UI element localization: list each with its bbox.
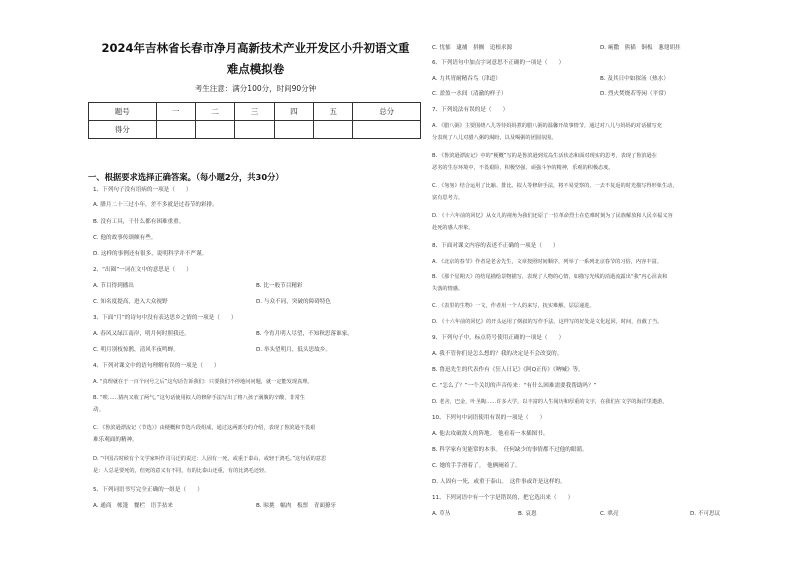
question-line: 6、下列语句中加点字词意思不正确的一项是（ ） bbox=[432, 60, 565, 66]
score-cell bbox=[156, 121, 195, 139]
score-cell: 二 bbox=[195, 103, 234, 121]
option-line: C. 盈盈一水间（清澈的样子） bbox=[432, 91, 507, 97]
option-line: A. 通商 帐篷 餐栏 语手拈来 bbox=[93, 503, 174, 509]
option-line: D. 这样的事例还有很多，说明科学并不严谨。 bbox=[93, 251, 208, 257]
title-line-2: 难点模拟卷 bbox=[226, 62, 285, 76]
option-line: B. 及其日中如探汤（热水） bbox=[600, 76, 669, 82]
score-cell: 三 bbox=[235, 103, 274, 121]
question-line: 7、下列说法有误的是（ ） bbox=[432, 107, 509, 113]
option-line: A. 力其胃耐精吞鸟（津道） bbox=[432, 76, 501, 82]
option-line: D. 老舍，巴金，叶圣陶……许多大学，以丰富的人生阅历和厚重的文字，在我们在文学的海洋里遨游。 bbox=[432, 399, 668, 405]
option-line: 恶劣的生存环境中，不畏艰险、积极坚强、顽强斗争的精神，乐观的积极态度。 bbox=[432, 165, 614, 171]
option-line: C. 《表里的生物》一文，作者用一个人的来写，抚实难解，层层递进。 bbox=[432, 303, 595, 309]
score-cell bbox=[314, 121, 353, 139]
option-line: D. 《十六年前的回忆》从女儿的视角为我们还原了一位革命烈士在危难时刻为了民族解放和人民幸福义容 bbox=[432, 213, 673, 219]
option-line: C. 他的故事传颂颇有些。 bbox=[93, 235, 157, 241]
exam-title bbox=[88, 38, 423, 80]
option-line: B. 今宵月明人尽望，不知秋思落谁家。 bbox=[256, 331, 353, 337]
question-line: 4、下列对课文中的语句理解有误的一项是（ ） bbox=[93, 363, 220, 369]
option-line: B. “唉……猜内又收了两气。”这句话使用拟人的修辞手法写出了格八孩子满腹的辛酸，非常生 bbox=[93, 395, 305, 401]
question-line: 2、“出圈”一词在文中的意思是（ ） bbox=[93, 267, 192, 273]
option-line: 是：人总是要死的，但死的意义有不同，有的比泰山还重，有的比鸿毛还轻。 bbox=[93, 468, 270, 474]
option-line: C. 明月别枝惊鹊，清风半夜鸣蝉。 bbox=[93, 347, 179, 353]
option-line: 动。 bbox=[93, 407, 105, 413]
option-line: A. 《北京的春节》作者是老舍先生，文章按照时间顺序，列举了一系列北京春节的习俗，内容丰富。 bbox=[432, 259, 662, 265]
option-line: D. 与众不同，突破的障碍特色 bbox=[256, 299, 331, 305]
score-cell bbox=[353, 121, 421, 139]
option-line: D. 痢撒 熊猫 铜板 葱翅胡挂 bbox=[600, 45, 681, 51]
option-line: A. 春风又绿江南岸，明月何时照我还。 bbox=[93, 331, 190, 337]
option-line: A. 我不管你们是怎么想的？我的决定是不会改变的。 bbox=[432, 351, 563, 357]
option-line: D. 不可思议 bbox=[690, 511, 721, 517]
option-line: A. 节目得到播出 bbox=[93, 283, 134, 289]
option-line: B. 哀恩 bbox=[518, 511, 537, 517]
question-line: 10、下列句中词语使用有误的一项是（ ） bbox=[432, 415, 546, 421]
score-cell bbox=[195, 121, 234, 139]
option-line: D. 《十六年前的回忆》的开头运用了倒叙的写作手法，这样写的好处是文化起回，时间，直截了当。 bbox=[432, 319, 663, 325]
option-line: A. “真理就在于一百个问号之后”这句话告诉我们：只要我们不停地问问题，就一定能发现真理。 bbox=[93, 379, 313, 385]
option-line: C. 知名度提高，进入大众视野 bbox=[93, 299, 168, 305]
option-line: B. 没有工具，干什么都有困难重重。 bbox=[93, 219, 185, 225]
option-line: B. 鲁迅先生的代表作有《狂人日记》《阿Q正传》《呐喊》等。 bbox=[432, 367, 584, 373]
option-line: B. 比一般节目精彩 bbox=[256, 283, 303, 289]
score-cell bbox=[235, 121, 274, 139]
option-line: D. 烈火焚烧若等闲（平常） bbox=[600, 91, 670, 97]
question-line: 11、下列词语中有一个字是错误的，把它选出来（ ） bbox=[432, 495, 574, 501]
option-line: C. “怎么了？”一个关切的声音传来：“有什么困难需要我帮助吗？” bbox=[432, 383, 597, 389]
option-line: D. 举头望明月，低头思故乡。 bbox=[256, 347, 331, 353]
score-cell: 得分 bbox=[89, 121, 157, 139]
option-line: D. “中国古时候有个文学家叫作司马迁的说过：人固有一死，或重于泰山，或轻于鸿毛。”这句话的意思 bbox=[93, 456, 327, 462]
score-cell: 总分 bbox=[353, 103, 421, 121]
option-line: C. 忧郁 逮捕 拼搁 追根求源 bbox=[432, 45, 513, 51]
score-cell: 题号 bbox=[89, 103, 157, 121]
score-cell: 四 bbox=[274, 103, 313, 121]
question-line: 1、下列句子没有语病的一项是（ ） bbox=[93, 187, 192, 193]
option-line: D. 人固有一死，或重于泰山。 这件事或许是这样的。 bbox=[432, 479, 566, 485]
option-line: C. 她的手手滑着了。 他俩阑着了。 bbox=[432, 463, 521, 469]
score-table-score-row bbox=[89, 121, 421, 139]
title-line-1: 2024年吉林省长春市净月高新技术产业开发区小升初语文重 bbox=[101, 41, 410, 55]
score-table-header-row bbox=[89, 103, 421, 121]
option-line: C. 哄亮 bbox=[600, 511, 619, 517]
question-line: 9、下列句子中，标点符号使用正确的一项是（ ） bbox=[432, 335, 565, 341]
option-line: A. 《腊八粥》主要围绕八儿等待妈妈煮的腊八粥的温馨开故事情节，通过对八儿与妈妈的对话描写充 bbox=[432, 123, 662, 129]
score-cell: 五 bbox=[314, 103, 353, 121]
question-line: 3、下面“月”的诗句中没有表达思乡之情的一项是（ ） bbox=[93, 315, 237, 321]
option-line: 赴死的感人形象。 bbox=[432, 225, 474, 231]
score-cell bbox=[274, 121, 313, 139]
question-line: 5、下列词语书写完全正确的一组是（ ） bbox=[93, 487, 203, 493]
option-line: C. 《鲁滨逊漂流记（节选）》由梗概和节选片段组成，通过这两部分的介绍，表现了鲁滨逊不畏艰 bbox=[93, 425, 316, 431]
option-line: 失落的情感。 bbox=[432, 286, 464, 292]
option-line: 难乐观面的精神。 bbox=[93, 437, 138, 443]
option-line: A. 腊月二十三过小年，差不多就是过春节的彩排。 bbox=[93, 202, 218, 208]
option-line: C. 《匆匆》结合运用了比喻、排比、拟人等修辞手法，将不易觉察的、一去不复返的时光描写得形象生动， bbox=[432, 183, 678, 189]
option-line: B. 《那个星期天》的结尾描绘景物描写，表现了人物的心情，如描写光线的消逝流露出“我”内心沮丧和 bbox=[432, 274, 668, 280]
option-line: A. 他去攻破敌人的阵地。 他看着一本插图书。 bbox=[432, 431, 549, 437]
section-heading: 一、根据要求选择正确答案。（每小题2分，共30分） bbox=[88, 172, 284, 182]
option-line: 分表现了八儿对腊八粥的渴盼，以及喝粥的团圆氛围。 bbox=[432, 135, 557, 141]
option-line: B. 科学家有见能常的本事。 任何缺少的事情都不过他的眼睛。 bbox=[432, 447, 588, 453]
option-line: A. 草丛 bbox=[432, 511, 451, 517]
score-table bbox=[88, 102, 421, 139]
exam-notice: 考生注意：满分100分，时间90分钟 bbox=[194, 84, 317, 93]
option-line: B. 晾挑 幅肉 板票 青面獠牙 bbox=[256, 503, 337, 509]
option-line: 富有思考力。 bbox=[432, 195, 464, 201]
score-cell: 一 bbox=[156, 103, 195, 121]
option-line: B. 《鲁滨逊漂流记》中的“梗概”写的是鲁滨逊到荒岛生活状态和面对现实的思考，表现了鲁滨逊在 bbox=[432, 153, 657, 159]
question-line: 8、下面对课文内容的表述不正确的一项是（ ） bbox=[432, 243, 559, 249]
